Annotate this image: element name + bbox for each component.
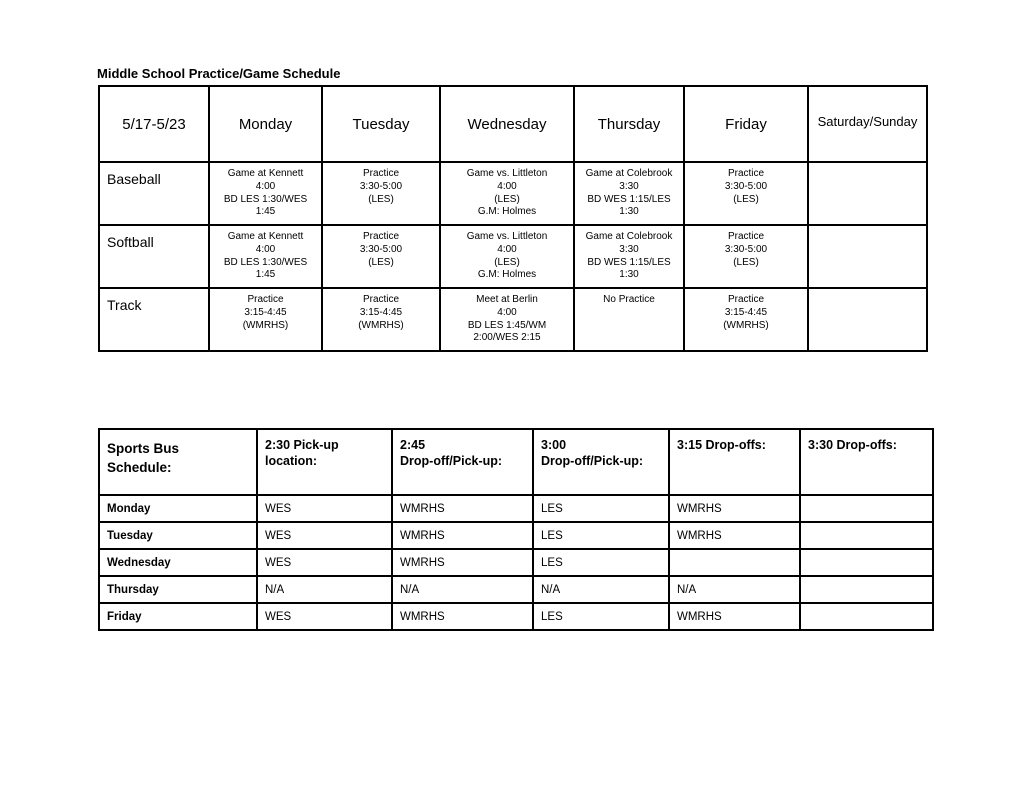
bus-cell: LES (533, 603, 669, 630)
schedule-cell: Practice 3:15-4:45 (WMRHS) (322, 288, 440, 351)
sport-label: Track (99, 288, 209, 351)
schedule-cell: Game at Kennett 4:00 BD LES 1:30/WES 1:45 (209, 162, 322, 225)
bus-header-row (99, 429, 933, 495)
schedule-row-softball (99, 225, 927, 288)
bus-cell (800, 522, 933, 549)
bus-day-label: Monday (99, 495, 257, 522)
sport-label: Baseball (99, 162, 209, 225)
bus-cell: LES (533, 549, 669, 576)
practice-game-schedule-table (98, 85, 928, 352)
bus-cell: WMRHS (669, 603, 800, 630)
bus-cell: N/A (533, 576, 669, 603)
schedule-cell: Game vs. Littleton 4:00 (LES) G.M: Holmes (440, 162, 574, 225)
bus-cell: LES (533, 522, 669, 549)
bus-cell: WES (257, 603, 392, 630)
bus-cell: WMRHS (392, 522, 533, 549)
bus-cell: WMRHS (669, 522, 800, 549)
bus-cell (669, 549, 800, 576)
bus-row-monday (99, 495, 933, 522)
schedule-cell: Game at Colebrook 3:30 BD WES 1:15/LES 1:30 (574, 225, 684, 288)
bus-day-label: Wednesday (99, 549, 257, 576)
schedule-cell: Practice 3:15-4:45 (WMRHS) (684, 288, 808, 351)
bus-row-wednesday (99, 549, 933, 576)
date-range-header: 5/17-5/23 (99, 86, 209, 162)
day-header-friday: Friday (684, 86, 808, 162)
bus-cell: LES (533, 495, 669, 522)
bus-cell: N/A (257, 576, 392, 603)
schedule-cell: Game vs. Littleton 4:00 (LES) G.M: Holmes (440, 225, 574, 288)
bus-row-thursday (99, 576, 933, 603)
bus-cell: WMRHS (392, 549, 533, 576)
schedule-cell: Practice 3:30-5:00 (LES) (684, 162, 808, 225)
bus-cell: WMRHS (392, 495, 533, 522)
bus-header-245: 2:45 Drop-off/Pick-up: (392, 429, 533, 495)
bus-cell: N/A (392, 576, 533, 603)
schedule-cell (808, 162, 927, 225)
bus-day-label: Thursday (99, 576, 257, 603)
bus-cell (800, 603, 933, 630)
bus-cell: WES (257, 522, 392, 549)
schedule-cell: No Practice (574, 288, 684, 351)
schedule-cell: Meet at Berlin 4:00 BD LES 1:45/WM 2:00/WES 2:15 (440, 288, 574, 351)
schedule-cell: Practice 3:30-5:00 (LES) (322, 225, 440, 288)
schedule-cell: Practice 3:30-5:00 (LES) (322, 162, 440, 225)
sports-bus-schedule-table (98, 428, 934, 631)
bus-header-300: 3:00 Drop-off/Pick-up: (533, 429, 669, 495)
bus-row-friday (99, 603, 933, 630)
bus-cell: WES (257, 549, 392, 576)
day-header-weekend: Saturday/Sunday (808, 86, 927, 162)
schedule-cell: Game at Colebrook 3:30 BD WES 1:15/LES 1:30 (574, 162, 684, 225)
schedule-cell (808, 225, 927, 288)
bus-cell (800, 495, 933, 522)
day-header-tuesday: Tuesday (322, 86, 440, 162)
bus-cell (800, 549, 933, 576)
schedule-cell: Practice 3:30-5:00 (LES) (684, 225, 808, 288)
day-header-wednesday: Wednesday (440, 86, 574, 162)
sport-label: Softball (99, 225, 209, 288)
day-header-monday: Monday (209, 86, 322, 162)
bus-header-315: 3:15 Drop-offs: (669, 429, 800, 495)
day-header-thursday: Thursday (574, 86, 684, 162)
bus-header-330: 3:30 Drop-offs: (800, 429, 933, 495)
schedule-row-baseball (99, 162, 927, 225)
bus-cell: WMRHS (669, 495, 800, 522)
schedule-cell: Game at Kennett 4:00 BD LES 1:30/WES 1:45 (209, 225, 322, 288)
bus-schedule-heading: Sports Bus Schedule: (99, 429, 257, 495)
schedule-row-track (99, 288, 927, 351)
bus-day-label: Tuesday (99, 522, 257, 549)
bus-cell (800, 576, 933, 603)
bus-cell: WES (257, 495, 392, 522)
bus-cell: WMRHS (392, 603, 533, 630)
schedule-header-row (99, 86, 927, 162)
bus-header-230: 2:30 Pick-up location: (257, 429, 392, 495)
bus-day-label: Friday (99, 603, 257, 630)
bus-row-tuesday (99, 522, 933, 549)
page-title: Middle School Practice/Game Schedule (97, 66, 341, 81)
schedule-cell (808, 288, 927, 351)
bus-cell: N/A (669, 576, 800, 603)
schedule-cell: Practice 3:15-4:45 (WMRHS) (209, 288, 322, 351)
